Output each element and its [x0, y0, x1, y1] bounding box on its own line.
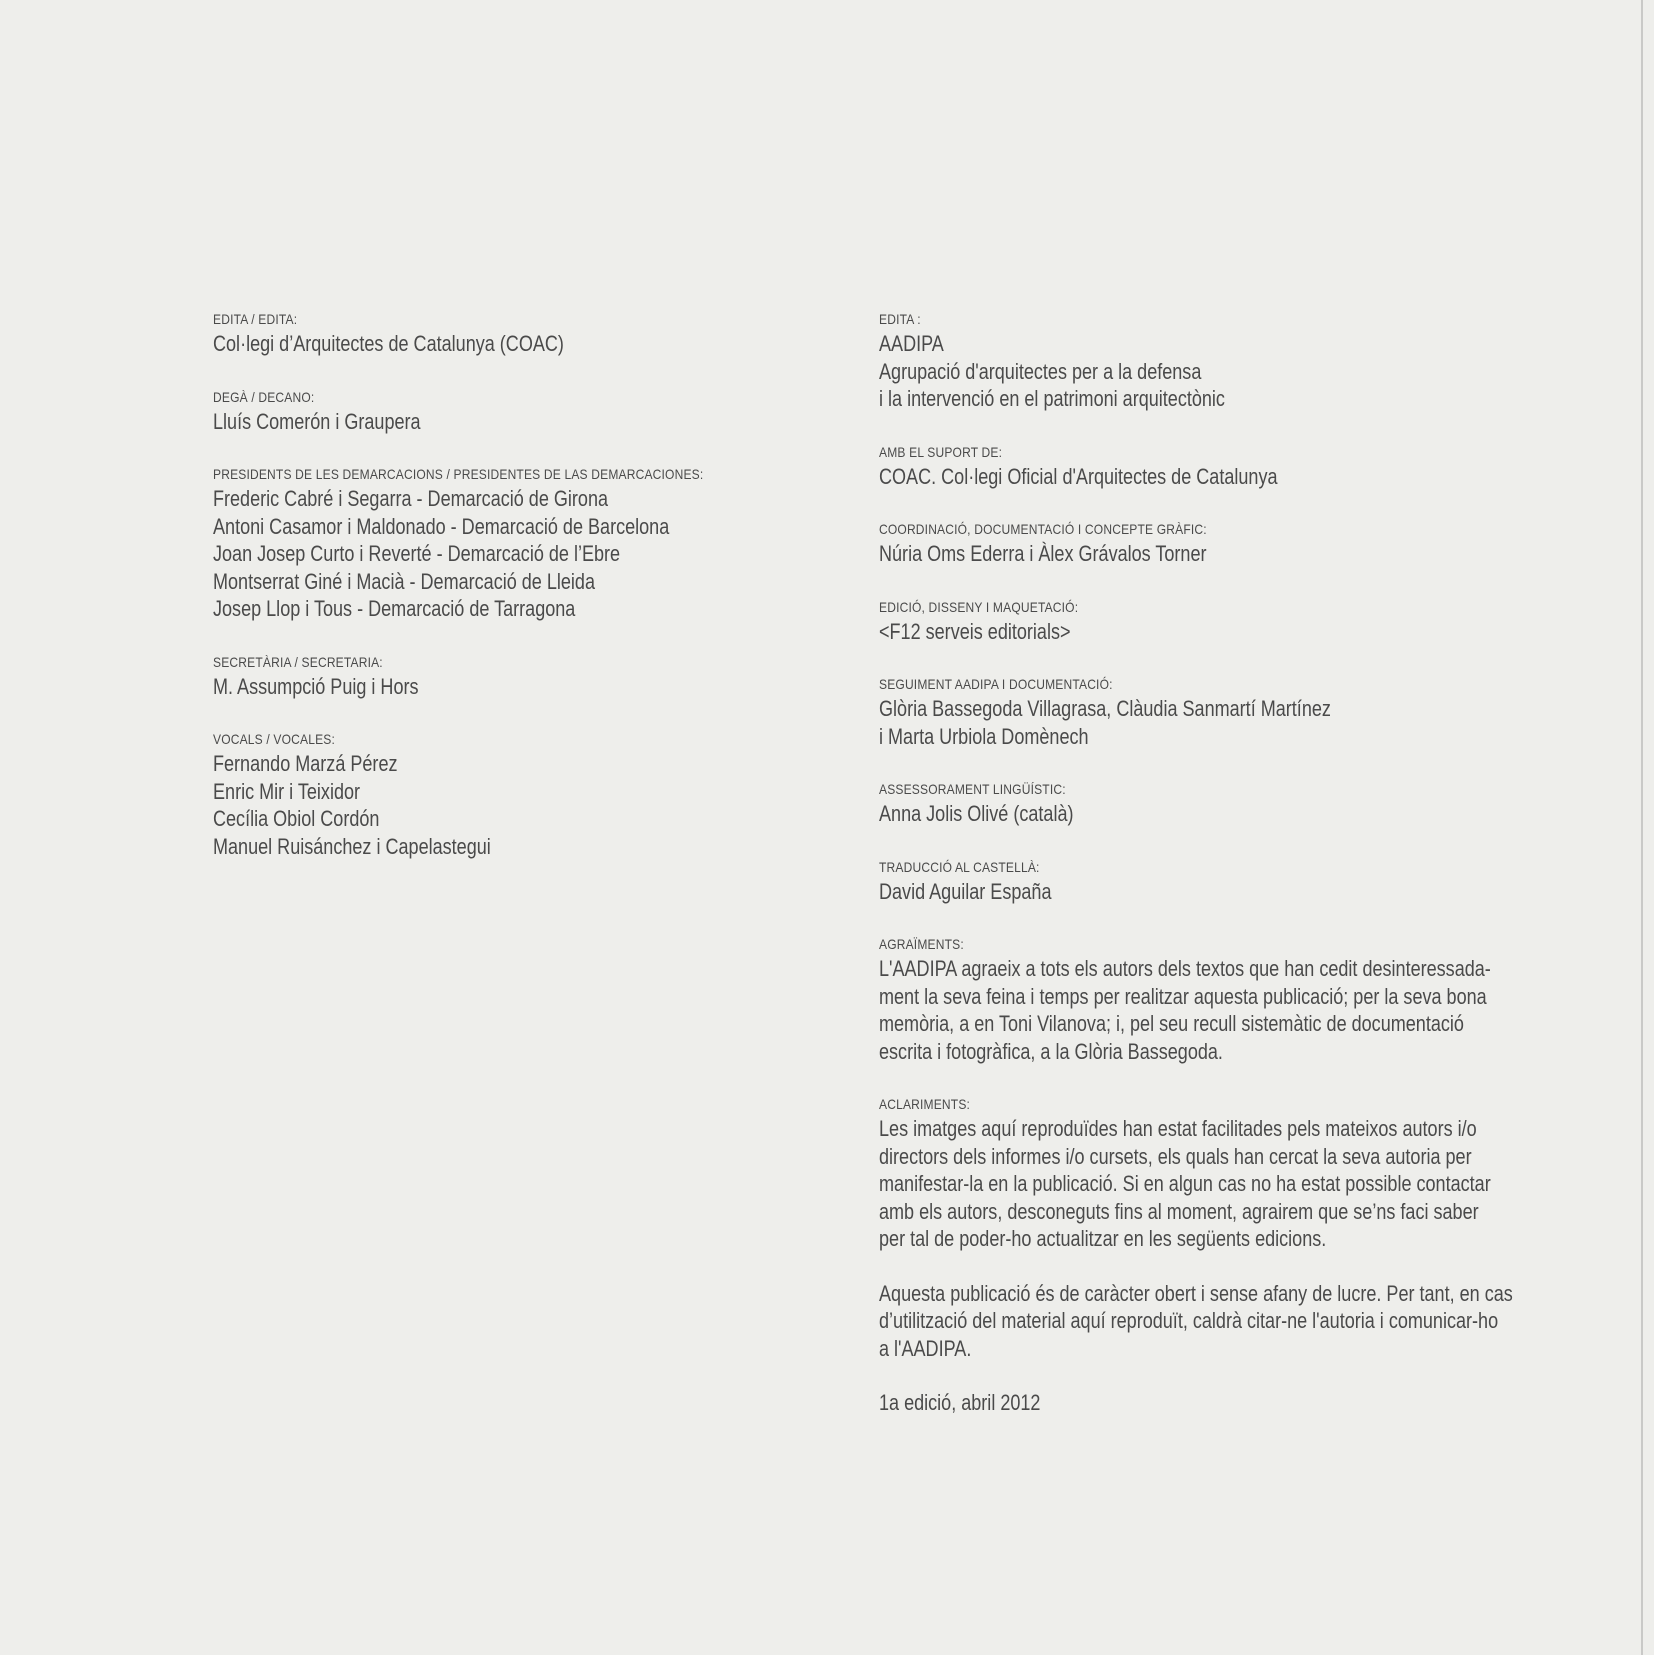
- credit-block-members: [213, 728, 773, 860]
- credit-line: Joan Josep Curto i Reverté - Demarcació de l’Ebre: [213, 541, 621, 566]
- credit-line: <F12 serveis editorials>: [879, 618, 1071, 644]
- credit-line: escrita i fotogràfica, a la Glòria Bassegoda.: [879, 1038, 1223, 1064]
- credit-label: SECRETÀRIA / SECRETARIA:: [213, 653, 383, 670]
- credit-block-support: [879, 441, 1539, 491]
- page-edge-line: [1641, 0, 1643, 1655]
- credit-line: Col·legi d’Arquitectes de Catalunya (COAC): [213, 331, 564, 356]
- credit-line: M. Assumpció Puig i Hors: [213, 673, 419, 699]
- credit-label: EDITA / EDITA:: [213, 311, 298, 327]
- credit-line: Fernando Marzá Pérez: [213, 751, 398, 776]
- credit-line: per tal de poder-ho actualitzar en les següents edicions.: [879, 1226, 1327, 1251]
- credit-line: i Marta Urbiola Domènech: [879, 723, 1089, 749]
- credit-line: Les imatges aquí reproduïdes han estat facilitades pels mateixos autors i/o: [879, 1116, 1477, 1141]
- credit-label: COORDINACIÓ, DOCUMENTACIÓ I CONCEPTE GRÀFIC:: [879, 521, 1207, 537]
- credit-line: Núria Oms Ederra i Àlex Grávalos Torner: [879, 541, 1207, 566]
- credit-block-presidents: [213, 463, 773, 623]
- edition-note: 1a edició, abril 2012: [879, 1390, 1041, 1415]
- credit-line: i la intervenció en el patrimoni arquitectònic: [879, 386, 1225, 411]
- credits-right-column: [879, 308, 1539, 1445]
- credit-block-publisher-aadipa: [879, 308, 1539, 413]
- credit-label: ACLARIMENTS:: [879, 1096, 971, 1112]
- credit-label: VOCALS / VOCALES:: [213, 731, 336, 747]
- credit-block-language: [879, 778, 1539, 828]
- credit-label: ASSESSORAMENT LINGÜÍSTIC:: [879, 781, 1066, 797]
- credit-line: Antoni Casamor i Maldonado - Demarcació de Barcelona: [213, 513, 670, 539]
- credit-line: directors dels informes i/o cursets, els quals han cercat la seva autoria per: [879, 1143, 1472, 1169]
- credit-label: EDITA :: [879, 311, 921, 327]
- credit-line: Manuel Ruisánchez i Capelastegui: [213, 833, 491, 859]
- credit-line: David Aguilar España: [879, 878, 1052, 904]
- credit-block-follow-up: [879, 673, 1539, 750]
- credit-label: AGRAÏMENTS:: [879, 936, 964, 952]
- notice-line: Aquesta publicació és de caràcter obert i sense afany de lucre. Per tant, en cas: [879, 1280, 1513, 1306]
- credit-block-dean: [213, 386, 773, 436]
- credit-block-acknowledgements: [879, 933, 1539, 1065]
- credit-line: L'AADIPA agraeix a tots els autors dels textos que han cedit desinteressada-: [879, 956, 1491, 981]
- credit-line: Agrupació d'arquitectes per a la defensa: [879, 358, 1202, 384]
- credit-line: manifestar-la en la publicació. Si en algun cas no ha estat possible contactar: [879, 1171, 1491, 1196]
- credit-line: Cecília Obiol Cordón: [213, 806, 380, 831]
- credit-label: EDICIÓ, DISSENY I MAQUETACIÓ:: [879, 598, 1079, 615]
- credit-line: Frederic Cabré i Segarra - Demarcació de Girona: [213, 486, 609, 511]
- credit-block-design: [879, 596, 1539, 646]
- credits-left-column: [213, 308, 773, 888]
- credit-label: TRADUCCIÓ AL CASTELLÀ:: [879, 858, 1040, 875]
- credit-line: Glòria Bassegoda Villagrasa, Clàudia Sanmartí Martínez: [879, 696, 1331, 721]
- credit-line: amb els autors, desconeguts fins al moment, agrairem que se’ns faci saber: [879, 1198, 1479, 1224]
- credit-line: Montserrat Giné i Macià - Demarcació de Lleida: [213, 568, 596, 594]
- paragraph-gap: [879, 1362, 1539, 1389]
- credit-block-translation: [879, 856, 1539, 906]
- credit-label: AMB EL SUPORT DE:: [879, 443, 1003, 460]
- credit-label: PRESIDENTS DE LES DEMARCACIONS / PRESIDENTES DE LAS DEMARCACIONES:: [213, 466, 704, 482]
- credit-line: memòria, a en Toni Vilanova; i, pel seu recull sistemàtic de documentació: [879, 1011, 1464, 1036]
- credit-line: Enric Mir i Teixidor: [213, 778, 361, 804]
- notice-line: d’utilització del material aquí reproduït, caldrà citar-ne l'autoria i comunicar-ho: [879, 1308, 1499, 1333]
- credit-line: ment la seva feina i temps per realitzar aquesta publicació; per la seva bona: [879, 983, 1487, 1009]
- credit-block-secretary: [213, 651, 773, 701]
- credit-line: COAC. Col·legi Oficial d'Arquitectes de Catalunya: [879, 463, 1278, 489]
- credit-line: Anna Jolis Olivé (català): [879, 801, 1074, 826]
- credit-line: Lluís Comerón i Graupera: [213, 408, 421, 434]
- credit-block-coordination: [879, 518, 1539, 568]
- credit-block-publisher-coac: [213, 308, 773, 358]
- credit-label: DEGÀ / DECANO:: [213, 388, 315, 405]
- credit-label: SEGUIMENT AADIPA I DOCUMENTACIÓ:: [879, 676, 1113, 692]
- notice-line: a l'AADIPA.: [879, 1335, 972, 1361]
- credit-line: Josep Llop i Tous - Demarcació de Tarragona: [213, 596, 576, 621]
- paragraph-gap: [879, 1253, 1539, 1280]
- credit-line: AADIPA: [879, 331, 944, 356]
- credit-block-clarifications: [879, 1093, 1539, 1417]
